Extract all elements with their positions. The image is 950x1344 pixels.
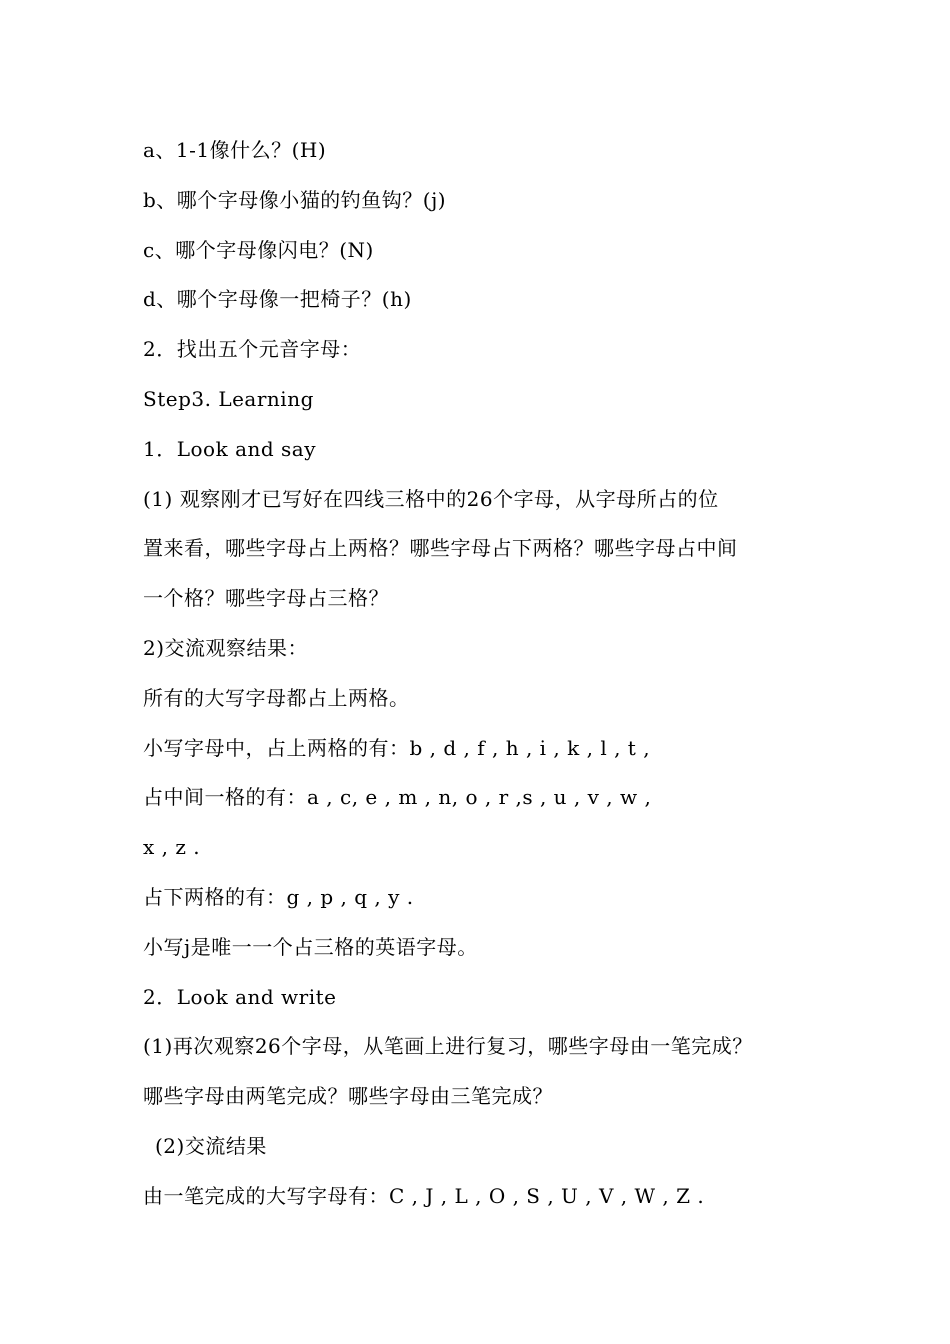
observation-paragraph-line: (1) 观察刚才已写好在四线三格中的26个字母，从字母所占的位	[143, 486, 719, 511]
one-stroke-uppercase: 由一笔完成的大写字母有：C , J , L , O , S , U , V , W , Z .	[143, 1183, 705, 1208]
lowercase-middle-one: 占中间一格的有：a , c, e , m , n, o , r ,s , u , v , w ,	[143, 785, 652, 810]
question-c: c、哪个字母像闪电？(N)	[143, 237, 374, 262]
question-d: d、哪个字母像一把椅子？(h)	[143, 287, 412, 312]
uppercase-rule: 所有的大写字母都占上两格。	[143, 685, 410, 710]
stroke-review-line: (1)再次观察26个字母，从笔画上进行复习，哪些字母由一笔完成？	[143, 1034, 753, 1059]
lowercase-middle-one-cont: x , z .	[143, 835, 201, 860]
lowercase-three-rule: 小写j是唯一一个占三格的英语字母。	[143, 934, 478, 959]
question-b: b、哪个字母像小猫的钓鱼钩？(j)	[143, 187, 447, 212]
question-a: a、1-1像什么？(H)	[143, 138, 327, 162]
vowel-task: 2．找出五个元音字母：	[143, 337, 362, 362]
exchange-results-heading: (2)交流结果	[155, 1133, 267, 1158]
step3-heading: Step3. Learning	[143, 386, 314, 411]
lowercase-upper-two: 小写字母中，占上两格的有：b , d , f , h , i , k , l , t ,	[143, 735, 651, 760]
look-and-write-heading: 2．Look and write	[143, 984, 337, 1009]
observation-paragraph-line: 置来看，哪些字母占上两格？哪些字母占下两格？哪些字母占中间	[143, 536, 738, 561]
document-body	[143, 126, 843, 1222]
observation-paragraph-line: 一个格？哪些字母占三格？	[143, 586, 389, 611]
stroke-review-line: 哪些字母由两笔完成？哪些字母由三笔完成？	[143, 1084, 553, 1109]
discussion-heading: 2)交流观察结果：	[143, 635, 309, 660]
lowercase-lower-two: 占下两格的有：g , p , q , y .	[143, 884, 414, 909]
look-and-say-heading: 1．Look and say	[143, 436, 317, 461]
